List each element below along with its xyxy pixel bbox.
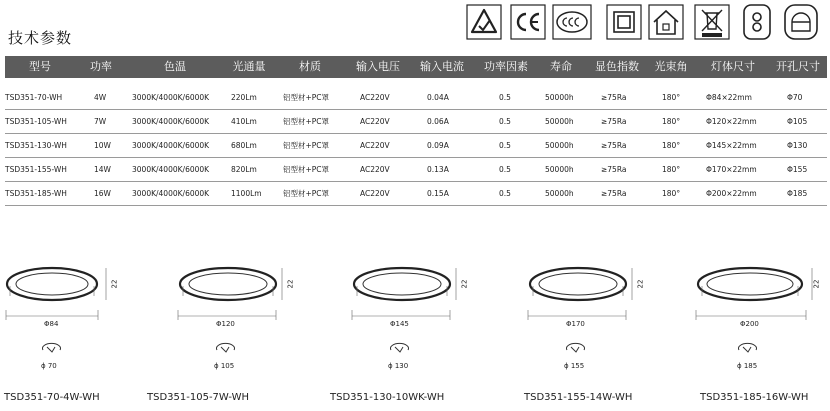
dimension-diagram: [690, 246, 820, 381]
cell-body-size: Φ84×22mm: [706, 93, 752, 102]
cell-power-factor: 0.5: [499, 141, 511, 150]
height-label: 22: [460, 279, 469, 289]
cell-cri: ≥75Ra: [601, 165, 627, 174]
diagram-model-label: TSD351-185-16W-WH: [700, 392, 809, 403]
header-input-current: 输入电流: [420, 60, 464, 73]
diameter-label: Φ145: [390, 320, 409, 328]
cell-beam-angle: 180°: [662, 93, 681, 102]
diameter-label: Φ200: [740, 320, 759, 328]
ce-mark-icon: [510, 4, 546, 40]
cell-beam-angle: 180°: [662, 117, 681, 126]
cell-model: TSD351-185-WH: [5, 189, 67, 198]
height-label: 22: [812, 279, 821, 289]
dimension-diagram: [520, 246, 650, 381]
cell-input-voltage: AC220V: [360, 165, 390, 174]
cell-material: 铝型材+PC罩: [283, 189, 330, 198]
diagram-model-label: TSD351-105-7W-WH: [147, 392, 250, 403]
table-row: [5, 158, 827, 182]
header-power-factor: 功率因素: [484, 60, 528, 73]
cell-cutout-size: Φ185: [787, 189, 808, 198]
table-row: [5, 86, 827, 110]
header-cct: 色温: [164, 60, 186, 73]
row-divider: [5, 205, 827, 206]
cell-model: TSD351-105-WH: [5, 117, 67, 126]
height-label: 22: [286, 279, 295, 289]
cell-model: TSD351-155-WH: [5, 165, 67, 174]
diameter-label: Φ170: [566, 320, 585, 328]
cell-cri: ≥75Ra: [601, 141, 627, 150]
table-row: [5, 134, 827, 158]
page-title: 技术参数: [8, 29, 73, 47]
cell-input-current: 0.04A: [427, 93, 449, 102]
cell-lumen: 820Lm: [231, 165, 257, 174]
header-lifespan: 寿命: [550, 60, 572, 73]
cell-body-size: Φ170×22mm: [706, 165, 757, 174]
cell-body-size: Φ145×22mm: [706, 141, 757, 150]
cutout-label: ϕ 130: [388, 362, 409, 370]
header-cutout-size: 开孔尺寸: [776, 60, 820, 73]
height-label: 22: [110, 279, 119, 289]
cell-material: 铝型材+PC罩: [283, 93, 330, 102]
ccc-mark-icon: [552, 4, 592, 40]
cutout-label: ϕ 70: [41, 362, 57, 370]
lamp-cap-icon: [784, 4, 818, 40]
indoor-use-icon: [648, 4, 684, 40]
cell-power-factor: 0.5: [499, 117, 511, 126]
cell-input-current: 0.15A: [427, 189, 449, 198]
cell-input-voltage: AC220V: [360, 141, 390, 150]
header-material: 材质: [299, 60, 321, 73]
cell-cct: 3000K/4000K/6000K: [132, 189, 210, 198]
cell-power: 10W: [94, 141, 111, 150]
table-row: [5, 182, 827, 206]
rcm-mark-icon: [466, 4, 502, 40]
header-power: 功率: [90, 60, 112, 73]
cell-power-factor: 0.5: [499, 165, 511, 174]
cell-cct: 3000K/4000K/6000K: [132, 165, 210, 174]
cell-cutout-size: Φ130: [787, 141, 808, 150]
cell-body-size: Φ120×22mm: [706, 117, 757, 126]
cell-cri: ≥75Ra: [601, 93, 627, 102]
cell-lifespan: 50000h: [545, 189, 574, 198]
table-header: [5, 56, 827, 78]
cell-beam-angle: 180°: [662, 165, 681, 174]
cell-material: 铝型材+PC罩: [283, 117, 330, 126]
cell-beam-angle: 180°: [662, 141, 681, 150]
cell-input-voltage: AC220V: [360, 117, 390, 126]
weee-bin-icon: [694, 4, 730, 40]
diagram-model-label: TSD351-70-4W-WH: [4, 392, 100, 403]
cell-power-factor: 0.5: [499, 189, 511, 198]
cell-input-current: 0.09A: [427, 141, 449, 150]
cutout-label: ϕ 155: [564, 362, 585, 370]
cell-cutout-size: Φ70: [787, 93, 803, 102]
cell-lifespan: 50000h: [545, 141, 574, 150]
cell-power: 14W: [94, 165, 111, 174]
header-body-size: 灯体尺寸: [711, 60, 755, 73]
header-lumen: 光通量: [232, 60, 266, 73]
cell-model: TSD351-70-WH: [5, 93, 63, 102]
header-model: 型号: [29, 60, 51, 73]
cell-cutout-size: Φ105: [787, 117, 808, 126]
cell-lumen: 1100Lm: [231, 189, 262, 198]
height-label: 22: [636, 279, 645, 289]
cell-power: 16W: [94, 189, 111, 198]
dimension-diagram: [172, 246, 302, 381]
cell-model: TSD351-130-WH: [5, 141, 67, 150]
cell-cutout-size: Φ155: [787, 165, 808, 174]
diameter-label: Φ120: [216, 320, 235, 328]
header-input-voltage: 输入电压: [356, 60, 400, 73]
cell-lifespan: 50000h: [545, 93, 574, 102]
diameter-label: Φ84: [44, 320, 59, 328]
cell-lumen: 220Lm: [231, 93, 257, 102]
class-ii-icon: [606, 4, 642, 40]
cell-lifespan: 50000h: [545, 165, 574, 174]
cell-cct: 3000K/4000K/6000K: [132, 117, 210, 126]
dimension-diagram: [342, 246, 472, 381]
cell-cct: 3000K/4000K/6000K: [132, 141, 210, 150]
cell-lifespan: 50000h: [545, 117, 574, 126]
cell-material: 铝型材+PC罩: [283, 141, 330, 150]
cell-power: 4W: [94, 93, 107, 102]
cell-input-current: 0.13A: [427, 165, 449, 174]
cutout-label: ϕ 105: [214, 362, 235, 370]
cell-power: 7W: [94, 117, 107, 126]
cell-material: 铝型材+PC罩: [283, 165, 330, 174]
diagram-model-label: TSD351-130-10WK-WH: [330, 392, 445, 403]
dimension-diagram: [2, 246, 132, 381]
cell-cct: 3000K/4000K/6000K: [132, 93, 210, 102]
cell-cri: ≥75Ra: [601, 189, 627, 198]
cell-input-voltage: AC220V: [360, 189, 390, 198]
cell-body-size: Φ200×22mm: [706, 189, 757, 198]
cell-lumen: 410Lm: [231, 117, 257, 126]
header-cri: 显色指数: [595, 60, 639, 73]
header-beam-angle: 光束角: [654, 60, 688, 73]
cell-cri: ≥75Ra: [601, 117, 627, 126]
table-row: [5, 110, 827, 134]
cell-power-factor: 0.5: [499, 93, 511, 102]
cell-beam-angle: 180°: [662, 189, 681, 198]
cell-input-current: 0.06A: [427, 117, 449, 126]
diagram-model-label: TSD351-155-14W-WH: [524, 392, 633, 403]
ip-rating-icon: [742, 4, 772, 40]
cell-lumen: 680Lm: [231, 141, 257, 150]
cell-input-voltage: AC220V: [360, 93, 390, 102]
cutout-label: ϕ 185: [737, 362, 758, 370]
